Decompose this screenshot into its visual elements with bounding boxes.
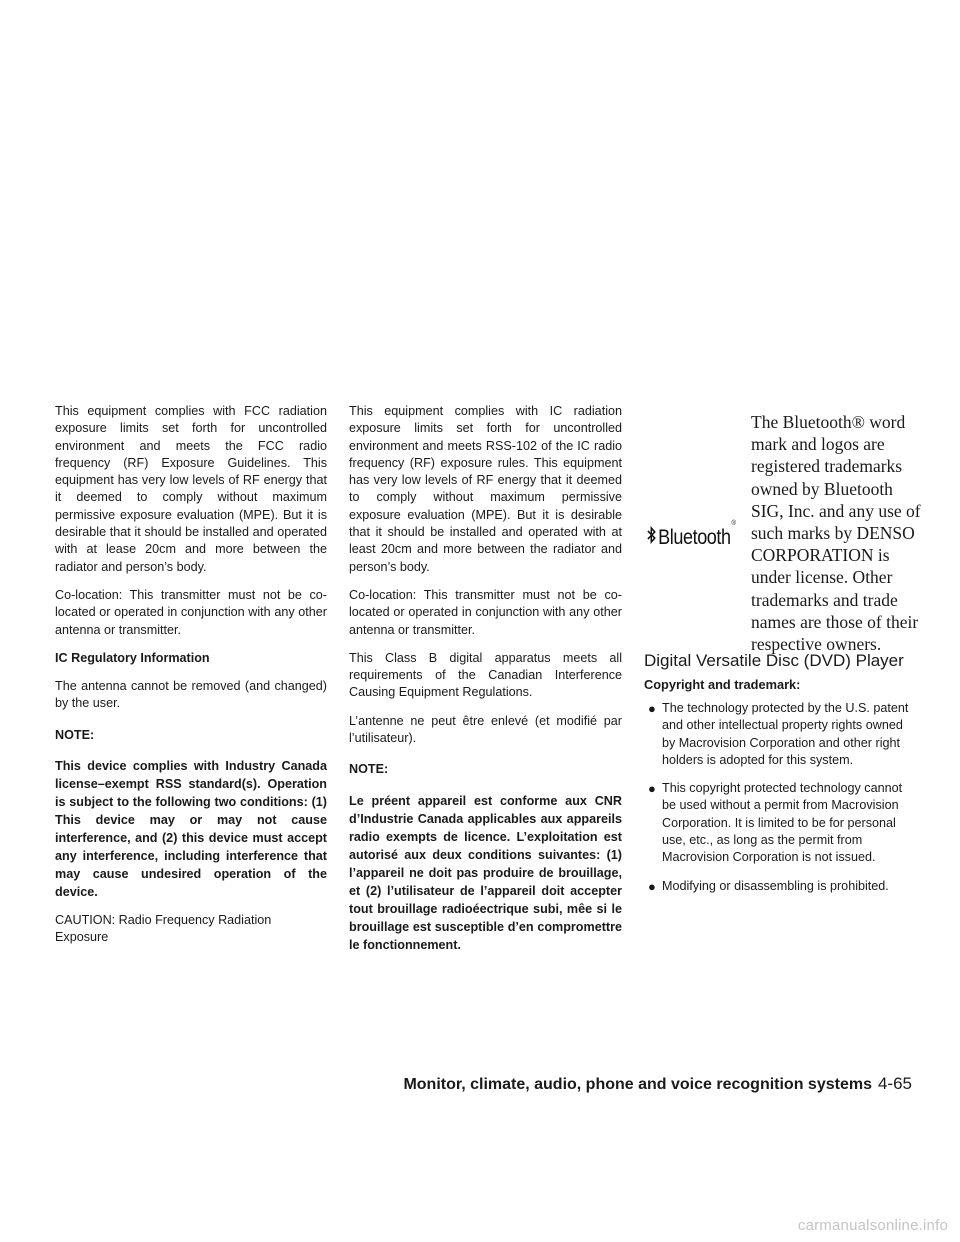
class-b-paragraph: This Class B digital apparatus meets all requirements of the Canadian Interference Causing Equipment Regulations. (349, 650, 622, 700)
registered-mark: ® (731, 520, 736, 527)
bullet-text: The technology protected by the U.S. patent and other intellectual property rights owned by Macrovision Corporation and other right holders is adopted for this system. (662, 701, 909, 767)
bluetooth-notice-block (643, 403, 921, 655)
bullet-text: Modifying or disassembling is prohibited. (662, 878, 889, 893)
middle-column (349, 403, 622, 965)
bluetooth-logo (647, 515, 736, 549)
dvd-section-title: Digital Versatile Disc (DVD) Player (644, 651, 904, 670)
industry-canada-note: This device complies with Industry Canada license–exempt RSS standard(s). Operation is subject to the following two conditions: (1) This device may or may not cause interference, and (2) this device must accept any interference, including interference that may cause undesired operation of the device. (55, 759, 327, 900)
copyright-subheading: Copyright and trademark: (644, 677, 801, 692)
note-label-fr: NOTE: (349, 762, 389, 777)
bullet-icon: ● (648, 781, 656, 797)
dvd-bullet-list (643, 700, 913, 906)
page-footer (403, 1074, 912, 1094)
antenne-paragraph: L’antenne ne peut être enlevé (et modifié par l’utilisateur). (349, 713, 622, 746)
fcc-exposure-paragraph: This equipment complies with FCC radiation exposure limits set forth for uncontrolled environment and meets the FCC radio frequency (RF) Exposure Guidelines. This equipment has very low levels of RF energy that it deemed to comply without maximum permissive exposure evaluation (MPE). But it is desirable that it should be installed and operated with at lease 20cm and more between the radiator and person’s body. (55, 404, 327, 574)
caution-text: CAUTION: Radio Frequency Radiation Exposure (55, 913, 272, 945)
ic-exposure-paragraph: This equipment complies with IC radiation exposure limits set forth for uncontrolled environment and meets RSS-102 of the IC radio frequency (RF) exposure rules. This equipment has very low levels of RF energy that it deemed to comply without maximum permissive exposure evaluation (MPE). But it is desirable that it should be installed and operated with at least 20cm and more between the radiator and person’s body. (349, 404, 622, 574)
watermark-text: carmanualsonline.info (797, 1217, 948, 1234)
bullet-icon: ● (648, 878, 656, 894)
chapter-title: Monitor, climate, audio, phone and voice recognition systems (403, 1076, 872, 1093)
left-column (55, 403, 327, 958)
antenna-paragraph: The antenna cannot be removed (and changed) by the user. (55, 679, 327, 711)
bluetooth-logo-text: Bluetooth (658, 526, 731, 549)
bluetooth-trademark-text: The Bluetooth® word mark and logos are registered trademarks owned by Bluetooth SIG, Inc. and any use of such marks by DENSO CORPORATION is under license. Other trademarks and trade names are those of their respective owners. (751, 412, 921, 655)
list-item (643, 780, 913, 866)
co-location-paragraph: Co-location: This transmitter must not be co-located or operated in conjunction with any other antenna or transmitter. (55, 587, 327, 637)
industrie-canada-note: Le préent appareil est conforme aux CNR d’Industrie Canada applicables aux appareils radio exempts de licence. L’exploitation est autorisé aux deux conditions suivantes: (1) l’appareil ne doit pas produire de brouillage, et (2) l’utilisateur de l’appareil doit accepter tout brouillage radioéectrique subi, mêe si le brouillage est susceptible d’en compromettre le fonctionnement. (349, 793, 622, 952)
page-number: 4-65 (877, 1074, 912, 1093)
bluetooth-icon (647, 526, 656, 544)
list-item (643, 700, 913, 769)
note-label: NOTE: (55, 727, 95, 742)
list-item (643, 878, 913, 895)
co-location-paragraph-2: Co-location: This transmitter must not be co-located or operated in conjunction with any other antenna or transmitter. (349, 587, 622, 637)
ic-regulatory-heading: IC Regulatory Information (55, 650, 210, 665)
bullet-text: This copyright protected technology cannot be used without a permit from Macrovision Corporation. It is limited to be for personal use, etc., as long as the permit from Macrovision Corporation is not issued. (662, 781, 903, 865)
bullet-icon: ● (648, 701, 656, 716)
